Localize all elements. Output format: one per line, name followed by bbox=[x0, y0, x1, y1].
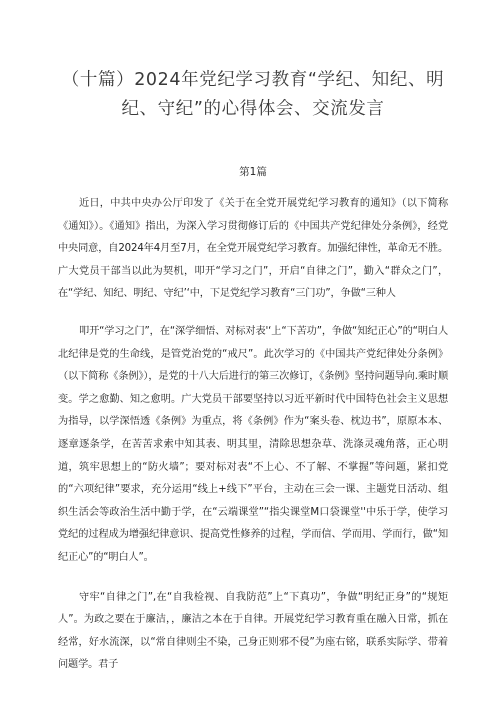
document-title bbox=[58, 66, 448, 124]
paragraph-2: 叩开“学习之门”，在“深学细悟、对标对表'‘上“下苦功”，争做“知纪正心”的“明白人北纪律是党的生命线，是管党治党的“戒尺”。此次学习的《中国共产党纪律处分条例》（以下简称《条例》），是党的十八大后进行的第三次修订，《条例》坚持问题导向.乘时顺变。学之愈勤、知之愈明。广大党员干部要坚持以习近平新时代中国特色社会主义思想为指导，以学深悟透《条例》为重点，将《条例》作为“案头卷、枕边书”，原原本本、逐章逐条学，在苦苦求索中知其表、明其里，清除思想杂草、洗涤灵魂角落，正心明道，筑牢思想上的“防火墙”；要对标对表“不上心、不了解、不掌握”等问题，紧扣党的“六项纪律”要求，充分运用“线上+线下”平台，主动在三会一课、主题党日活动、组织生活会等政治生活中勤于学，在“云端课堂”“指尖课堂M口袋课堂''中乐于学，使学习党纪的过程成为增强纪律意识、提高党性修养的过程，学而信、学而用、学而行，做“知纪正心”的“明白人”。 bbox=[58, 325, 448, 563]
paragraph-1: 近日，中共中央办公厅印发了《关于在全党开展党纪学习教育的通知》（以下简称《通知》）。《通知》指出，为深入学习贯彻修订后的《中国共产党纪律处分条例》，经党中央同意，自2024年4月至7月，在全党开展党纪学习教育。加强纪律性，革命无不胜。广大党员干部当以此为契机，叩开“学习之门”，开启“自律之门”，勤入“群众之门”，在“学纪、知纪、明纪、守纪’‘中，下足党纪学习教育“三门功”，争做“三种人 bbox=[58, 198, 448, 300]
title-line-1: （十篇）2024年党纪学习教育“学纪、知纪、明 bbox=[61, 70, 445, 90]
title-line-2: 纪、守纪”的心得体会、交流发言 bbox=[121, 99, 385, 119]
chapter-heading: 第1篇 bbox=[239, 166, 267, 178]
paragraph-3: 守牢“自律之门”,在“自我检视、自我防范”上“下真功”，争做“明纪正身”的“规矩人”。为政之要在于廉洁，，廉洁之本在于自律。开展党纪学习教育重在融入日常，抓在经常，好水流深，以“常自律则尘不染，己身正则邪不侵”为座右铭，联系实际学、带着问题学。君子 bbox=[58, 591, 448, 671]
